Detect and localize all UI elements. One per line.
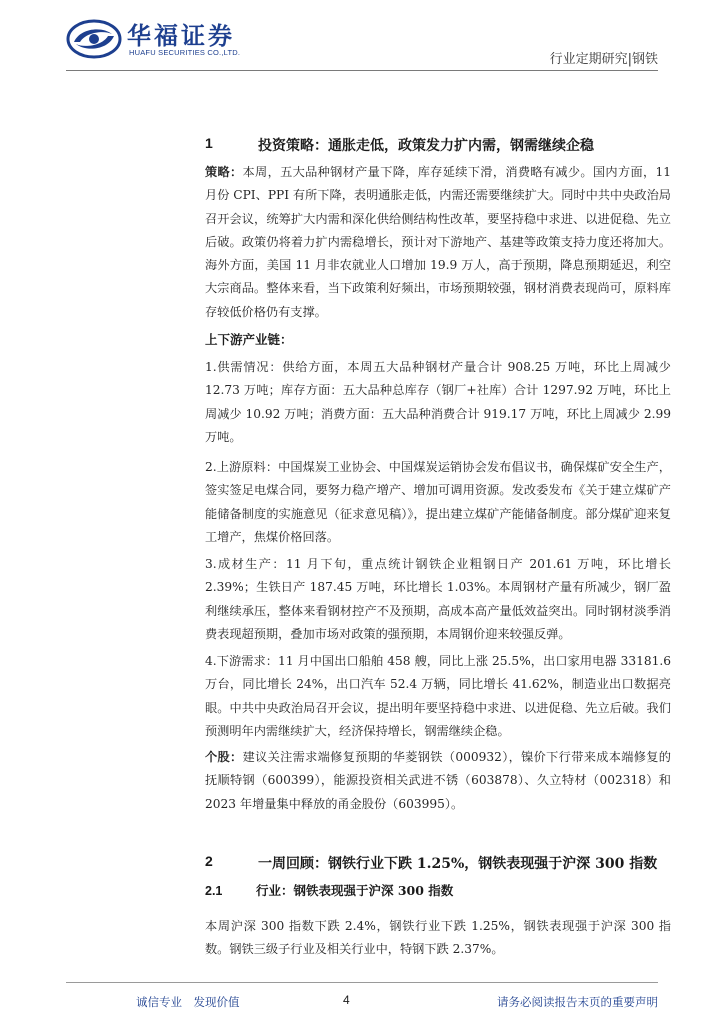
subsection-2-1-number: 2.1 bbox=[205, 884, 223, 898]
page-number: 4 bbox=[343, 993, 350, 1007]
stocks-text: 建议关注需求端修复预期的华菱钢铁（000932），镍价下行带来成本端修复的抚顺特钢（600399），能源投资相关武进不锈（603878）、久立特材（002318）和 2023 年增量集中释放的甬金股份（603995）。 bbox=[205, 750, 671, 811]
subsection-2-1-title: 行业：钢铁表现强于沪深 300 指数 bbox=[256, 883, 454, 898]
logo-english-name: HUAFU SECURITIES CO.,LTD. bbox=[129, 48, 241, 57]
supply-demand-paragraph: 1.供需情况：供给方面，本周五大品种钢材产量合计 908.25 万吨，环比上周减少 12.73 万吨；库存方面：五大品种总库存（钢厂+社库）合计 1297.92 万吨，环比上周减少 10.92 万吨；消费方面：五大品种消费合计 919.17 万吨，环比上周减少 2.99 万吨。 bbox=[205, 360, 671, 444]
stocks-paragraph bbox=[205, 746, 671, 816]
company-logo bbox=[66, 16, 266, 62]
section-2-title: 一周回顾：钢铁行业下跌 1.25%，钢铁表现强于沪深 300 指数 bbox=[258, 856, 658, 872]
page-header bbox=[0, 0, 724, 96]
chain-subtitle: 上下游产业链： bbox=[205, 332, 293, 347]
stocks-label: 个股： bbox=[205, 750, 243, 764]
weekly-review-paragraph: 本周沪深 300 指数下跌 2.4%，钢铁行业下跌 1.25%，钢铁表现强于沪深 300 指数。钢铁三级子行业及相关行业中，特钢下跌 2.37%。 bbox=[205, 919, 671, 957]
downstream-paragraph: 4.下游需求：11 月中国出口船舶 458 艘，同比上涨 25.5%，出口家用电器 33181.6 万台，同比增长 24%，出口汽车 52.4 万辆，同比增长 41.62%，制造业出口数据亮眼。中共中央政治局召开会议，提出明年要坚持稳中求进、以进促稳、先立后破。我们预测明年内需继续扩大，经济保持增长，钢需继续企稳。 bbox=[205, 654, 671, 738]
section-2-number: 2 bbox=[205, 853, 213, 869]
huafu-logo-icon bbox=[66, 18, 122, 60]
production-paragraph: 3.成材生产：11 月下旬，重点统计钢铁企业粗钢日产 201.61 万吨，环比增长 2.39%；生铁日产 187.45 万吨，环比增长 1.03%。本周钢材产量有所减少，钢厂盈利继续承压，整体来看钢材控产不及预期，高成本高产量低效益突出。同时钢材淡季消费表现超预期，叠加市场对政策的强预期，本周钢价迎来较强反弹。 bbox=[205, 557, 671, 641]
subsection-2-1-heading bbox=[205, 881, 453, 899]
upstream-paragraph: 2.上游原料：中国煤炭工业协会、中国煤炭运销协会发布倡议书，确保煤矿安全生产，签实签足电煤合同，要努力稳产增产、增加可调用资源。发改委发布《关于建立煤矿产能储备制度的实施意见（征求意见稿）》，提出建立煤矿产能储备制度。部分煤矿迎来复工增产，焦煤价格回落。 bbox=[205, 460, 671, 544]
footer-disclaimer: 请务必阅读报告末页的重要声明 bbox=[497, 995, 658, 1009]
strategy-paragraph bbox=[205, 161, 671, 324]
footer-slogan: 诚信专业 发现价值 bbox=[136, 995, 240, 1009]
strategy-label: 策略： bbox=[205, 165, 243, 179]
section-1-title: 投资策略：通胀走低，政策发力扩内需，钢需继续企稳 bbox=[258, 138, 594, 154]
report-type: 行业定期研究|钢铁 bbox=[549, 52, 658, 67]
footer-divider bbox=[66, 982, 658, 983]
section-1-number: 1 bbox=[205, 135, 213, 151]
strategy-text: 本周，五大品种钢材产量下降，库存延续下滑，消费略有减少。国内方面，11 月份 CPI、PPI 有所下降，表明通胀走低，内需还需要继续扩大。同时中共中央政治局召开会议，统筹扩大内需和深化供给侧结构性改革，要坚持稳中求进、以进促稳、先立后破。政策仍将着力扩内需稳增长，预计对下游地产、基建等政策支持力度还将加大。海外方面，美国 11 月非农就业人口增加 19.9 万人，高于预期，降息预期延迟，利空大宗商品。整体来看，当下政策利好频出，市场预期较强，钢材消费表现尚可，原料库存较低价格仍有支撑。 bbox=[205, 165, 671, 319]
header-divider bbox=[66, 70, 658, 71]
logo-chinese-name: 华福证券 bbox=[127, 22, 235, 50]
